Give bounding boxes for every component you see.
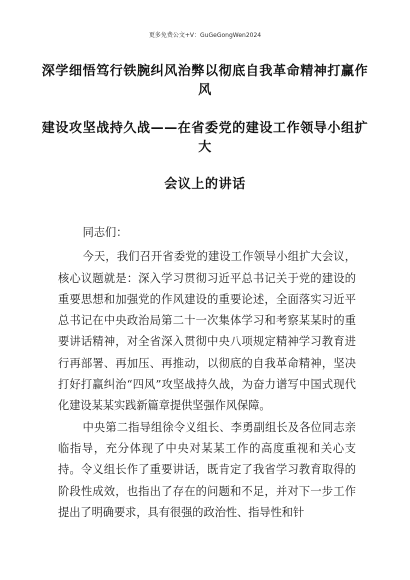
title-line-3: 会议上的讲话	[164, 177, 246, 192]
header-note: 更多免费公文+V：GuGeGongWen2024	[148, 32, 262, 39]
title-line-1: 深学细悟笃行铁腕纠风治弊以彻底自我革命精神打赢作风	[41, 64, 369, 98]
paragraph-2: 中央第二指导组徐令义组长、李勇副组长及各位同志亲临指导，充分体现了中央对某某工作的高度重视和关心支持。令义组长作了重要讲话，既肯定了我省学习教育取得的阶段性成效，也指出了存在的问题和不足，并对下一步工作提出了明确要求，具有很强的政治性、指导性和针	[58, 420, 356, 519]
paragraph-1: 今天，我们召开省委党的建设工作领导小组扩大会议，核心议题就是：深入学习贯彻习近平总书记关于党的建设的重要思想和加强党的作风建设的重要论述，全面落实习近平总书记在中央政治局第二十一次集体学习和考察某某时的重要讲话精神，对全省深入贯彻中央八项规定精神学习教育进行再部署、再加压、再推动，以彻底的自我革命精神，坚决打好打赢纠治“四风”攻坚战持久战，为奋力谱写中国式现代化建设某某实践新篇章提供坚强作风保障。	[58, 250, 356, 413]
speech-body	[58, 222, 356, 523]
title-line-2: 建设攻坚战持久战——在省委党的建设工作领导小组扩大	[41, 121, 369, 155]
greeting: 同志们：	[82, 226, 128, 239]
